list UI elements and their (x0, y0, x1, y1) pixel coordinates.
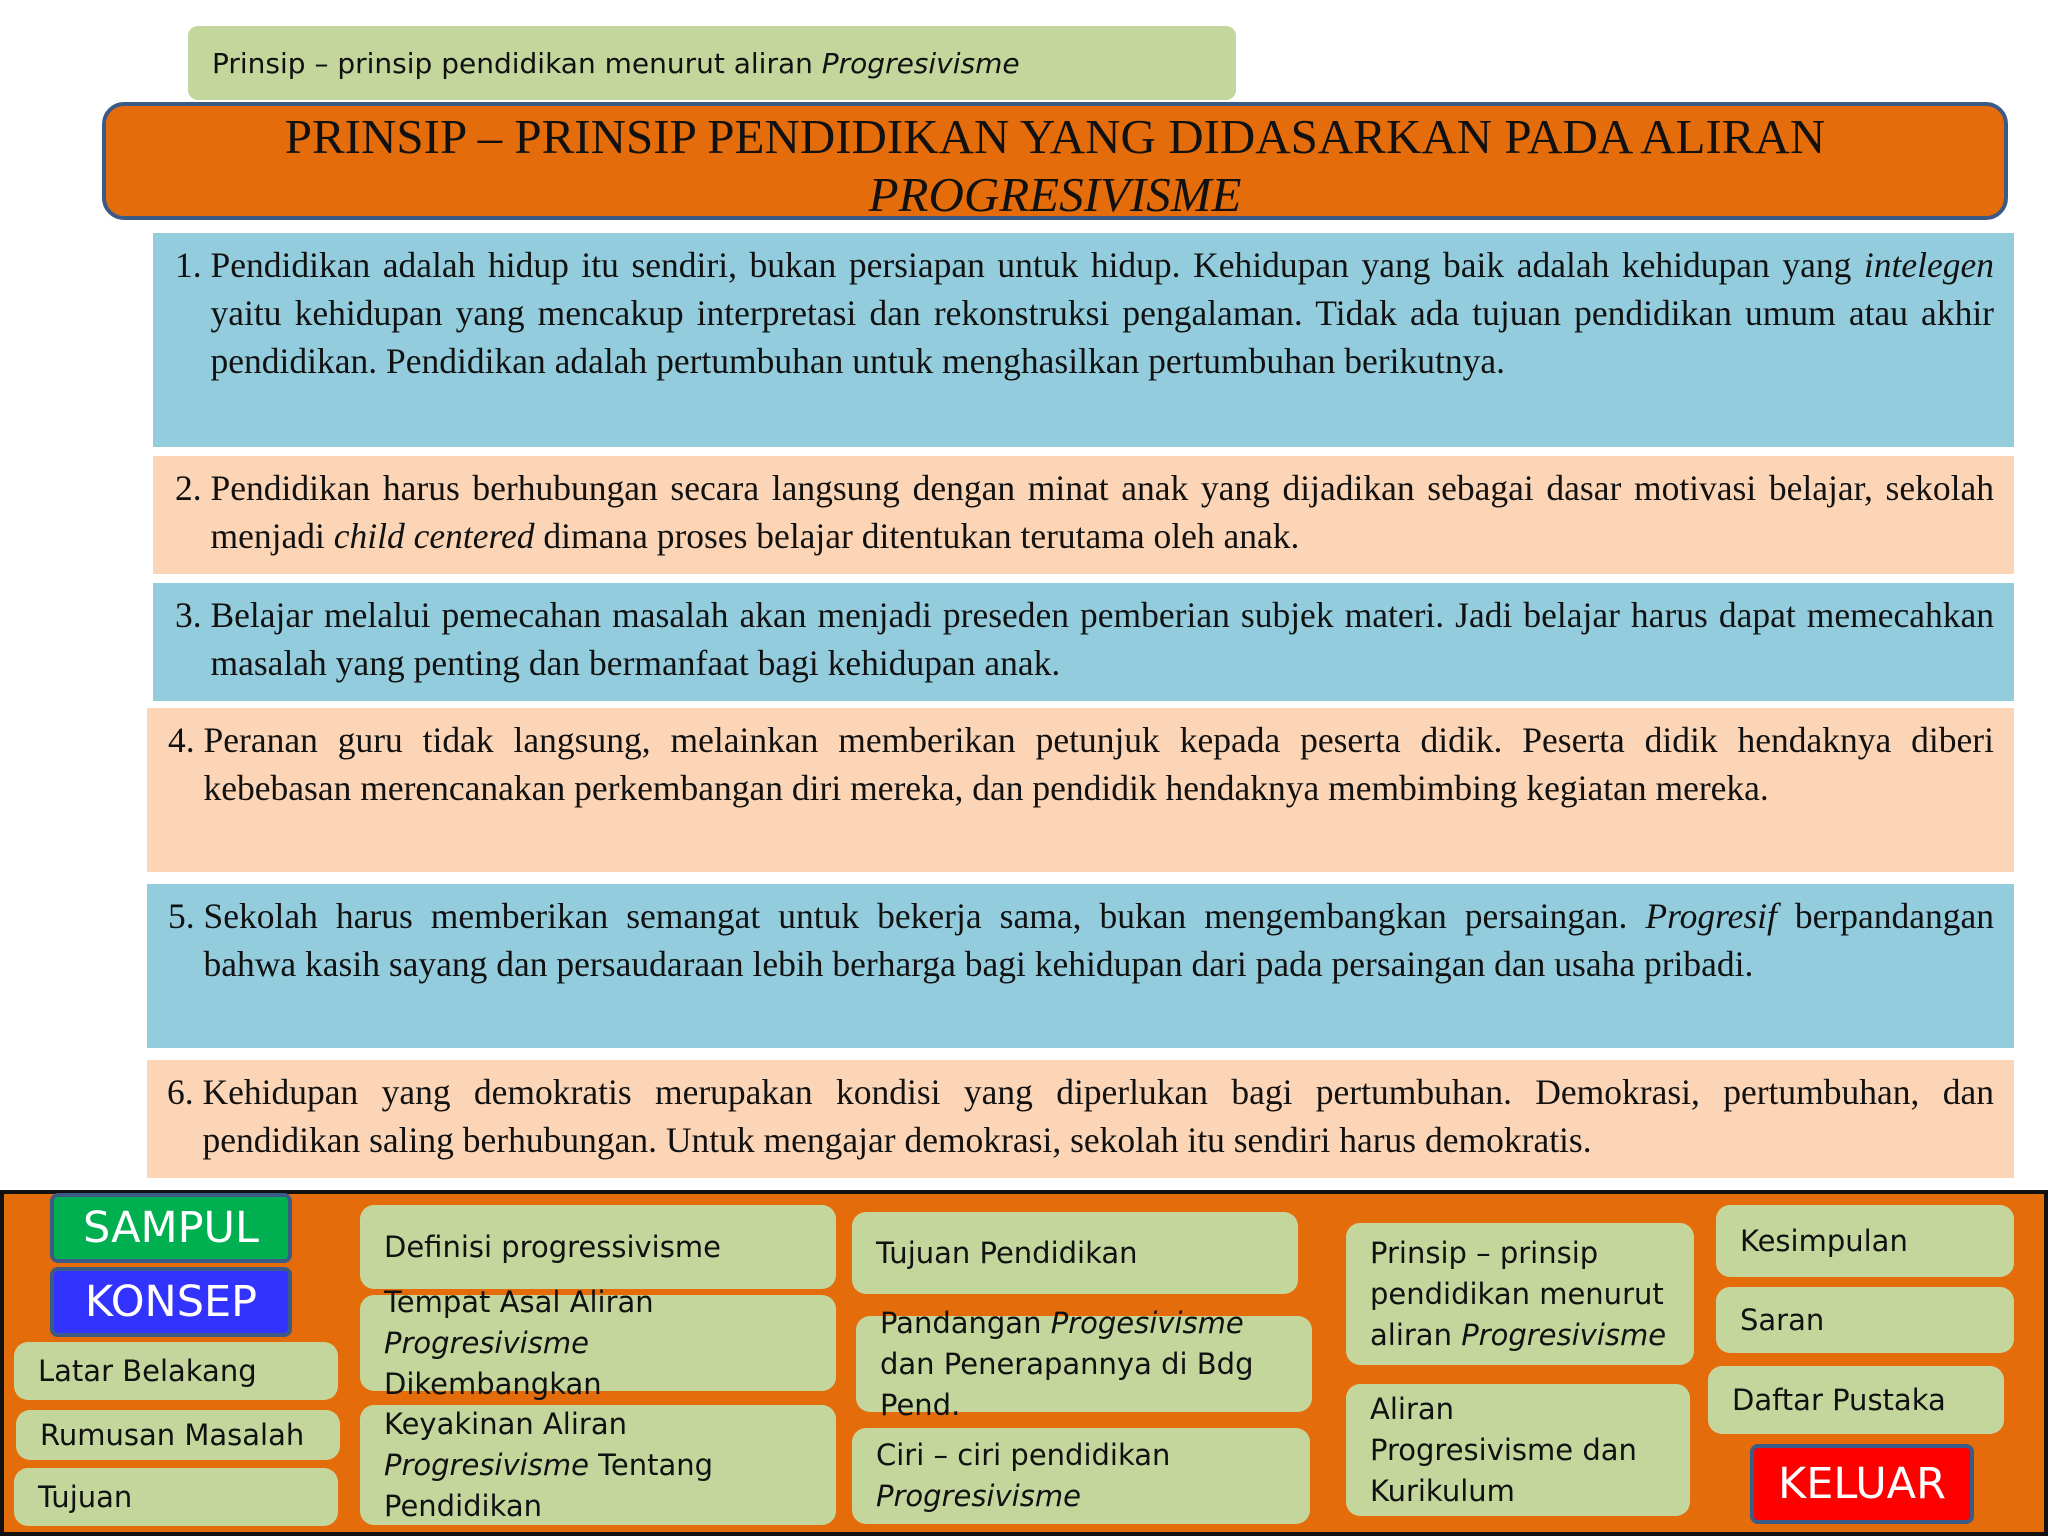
nav-daftar-pustaka[interactable]: Daftar Pustaka (1708, 1366, 2004, 1434)
nav-tujuan[interactable]: Tujuan (14, 1468, 338, 1526)
nav-kesimpulan[interactable]: Kesimpulan (1716, 1205, 2014, 1277)
principle-6 (147, 1060, 2014, 1178)
principle-4 (147, 708, 2014, 872)
principle-5 (147, 884, 2014, 1048)
principle-text: Pendidikan adalah hidup itu sendiri, bukan persiapan untuk hidup. Kehidupan yang baik adalah kehidupan yang intelegen yaitu kehidupan yang mencakup interpretasi dan rekonstruksi pengalaman. Tidak ada tujuan pendidikan umum atau akhir pendidikan. Pendidikan adalah pertumbuhan untuk menghasilkan pertumbuhan berikutnya. (210, 245, 1994, 381)
nav-saran[interactable]: Saran (1716, 1287, 2014, 1353)
principle-number: 2. (175, 468, 211, 508)
nav-definisi-progressivisme[interactable]: Definisi progressivisme (360, 1205, 836, 1289)
principle-number: 6. (167, 1072, 203, 1112)
nav-latar-belakang[interactable]: Latar Belakang (14, 1342, 338, 1400)
nav-aliran-progresivisme-kurikulum[interactable]: Aliran Progresivisme dan Kurikulum (1346, 1384, 1690, 1516)
keluar-button[interactable]: KELUAR (1750, 1444, 1974, 1524)
title-line-2: PROGRESIVISME (868, 167, 1242, 222)
sampul-button[interactable]: SAMPUL (50, 1193, 292, 1263)
title-line-1: PRINSIP – PRINSIP PENDIDIKAN YANG DIDASARKAN PADA ALIRAN (284, 109, 1826, 164)
konsep-button[interactable]: KONSEP (50, 1267, 292, 1337)
principle-text: Belajar melalui pemecahan masalah akan menjadi preseden pemberian subjek materi. Jadi belajar harus dapat memecahkan masalah yang penting dan bermanfaat bagi kehidupan anak. (210, 595, 1994, 683)
principle-number: 1. (175, 245, 211, 285)
principle-1 (153, 233, 2014, 447)
principle-3 (153, 583, 2014, 701)
principle-text: Pendidikan harus berhubungan secara langsung dengan minat anak yang dijadikan sebagai dasar motivasi belajar, sekolah menjadi child centered dimana proses belajar ditentukan terutama oleh anak. (210, 468, 1994, 556)
page-title (102, 102, 2008, 220)
nav-label: Ciri – ciri pendidikan Progresivisme (876, 1438, 1171, 1513)
nav-tujuan-pendidikan[interactable]: Tujuan Pendidikan (852, 1212, 1298, 1294)
nav-keyakinan-aliran[interactable] (360, 1405, 836, 1525)
principle-text: Kehidupan yang demokratis merupakan kondisi yang diperlukan bagi pertumbuhan. Demokrasi, pertumbuhan, dan pendidikan saling berhubungan. Untuk mengajar demokrasi, sekolah itu sendiri harus demokratis. (202, 1072, 1994, 1160)
nav-label: Keyakinan Aliran Progresivisme Tentang Pendidikan (384, 1406, 714, 1523)
principle-2 (153, 456, 2014, 574)
nav-prinsip-pendidikan[interactable] (1346, 1223, 1694, 1365)
nav-pandangan-progesivisme[interactable] (856, 1305, 1312, 1422)
breadcrumb (188, 26, 1236, 100)
nav-label: Prinsip – prinsip pendidikan menurut aliran Progresivisme (1370, 1235, 1667, 1352)
principle-text: Peranan guru tidak langsung, melainkan memberikan petunjuk kepada peserta didik. Peserta didik hendaknya diberi kebebasan merencanakan perkembangan diri mereka, dan pendidik hendaknya membimbing kegiatan mereka. (203, 720, 1994, 808)
nav-ciri-pendidikan[interactable] (852, 1428, 1310, 1524)
principle-number: 4. (168, 720, 204, 760)
principle-text: Sekolah harus memberikan semangat untuk bekerja sama, bukan mengembangkan persaingan. Progresif berpandangan bahwa kasih sayang dan persaudaraan lebih berharga bagi kehidupan dari pada persaingan dan usaha pribadi. (203, 896, 1994, 984)
nav-rumusan-masalah[interactable]: Rumusan Masalah (16, 1410, 340, 1460)
principle-number: 5. (168, 896, 204, 936)
nav-tempat-asal-aliran[interactable] (360, 1284, 836, 1401)
breadcrumb-text: Prinsip – prinsip pendidikan menurut aliran Progresivisme (212, 46, 1020, 80)
nav-label: Tempat Asal Aliran Progresivisme Dikembangkan (384, 1284, 654, 1401)
nav-label: Pandangan Progesivisme dan Penerapannya di Bdg Pend. (880, 1305, 1254, 1422)
principle-number: 3. (175, 595, 211, 635)
